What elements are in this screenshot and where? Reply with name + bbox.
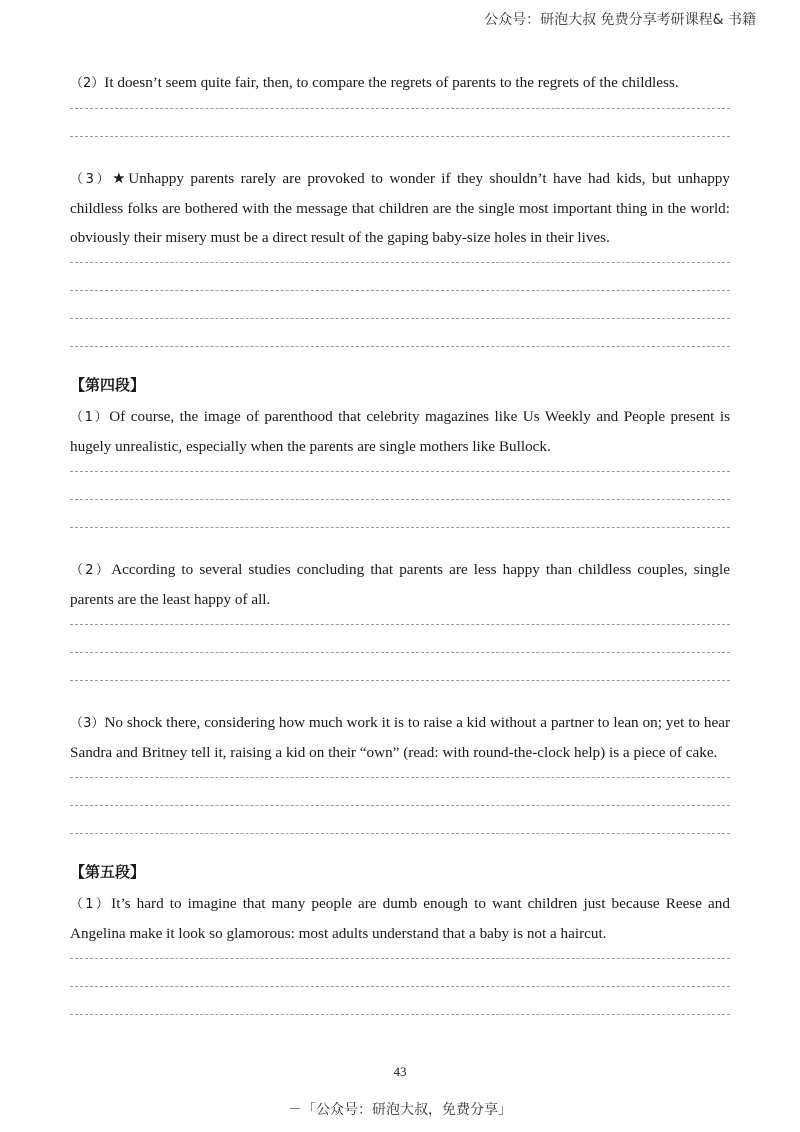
sentence-number: （2） [70,563,112,578]
answer-line[interactable] [70,346,730,347]
answer-line[interactable] [70,652,730,653]
sentence-number: （3） [70,172,113,187]
sentence-number: （1） [70,410,110,425]
answer-lines [70,108,730,137]
page-number: 43 [393,1064,407,1079]
sentence-number: （2） [70,76,105,91]
answer-line[interactable] [70,805,730,806]
sentence-paragraph [70,708,730,767]
answer-lines [70,624,730,681]
answer-line[interactable] [70,777,730,778]
sentence-block [70,708,730,834]
answer-line[interactable] [70,958,730,959]
section-heading: 【第五段】 [70,863,146,881]
sentence-paragraph [70,555,730,614]
sentence-text: According to several studies concluding that parents are less happy than childless couples, single parents are the least happy of all. [70,561,730,608]
sentence-paragraph [70,402,730,461]
sentence-text: ★Unhappy parents rarely are provoked to wonder if they shouldn’t have had kids, but unhappy childless folks are bothered with the message that children are the single most important thing in the world: obviously their misery must be a direct result of the gaping baby-size holes in their lives. [70,170,730,246]
answer-line[interactable] [70,290,730,291]
answer-line[interactable] [70,986,730,987]
answer-lines [70,471,730,528]
answer-line[interactable] [70,499,730,500]
answer-line[interactable] [70,136,730,137]
sentence-block [70,402,730,528]
sentence-paragraph [70,68,730,98]
sentence-paragraph [70,164,730,252]
answer-lines [70,777,730,834]
sentence-text: No shock there, considering how much work it is to raise a kid without a partner to lean on; yet to hear Sandra and Britney tell it, raising a kid on their “own” (read: with round-the-clock help) is a piece of cake. [70,714,730,761]
answer-line[interactable] [70,680,730,681]
answer-line[interactable] [70,833,730,834]
sentence-block [70,68,730,137]
sentence-block [70,889,730,1015]
sentence-text: It’s hard to imagine that many people are dumb enough to want children just because Reese and Angelina make it look so glamorous: most adults understand that a baby is not a haircut. [70,895,730,942]
sentence-text: It doesn’t seem quite fair, then, to compare the regrets of parents to the regrets of the childless. [104,74,679,91]
answer-lines [70,262,730,347]
sentence-paragraph [70,889,730,948]
answer-line[interactable] [70,471,730,472]
header-watermark-note: 公众号：研泡大叔 免费分享考研课程& 书籍 [484,12,756,28]
sentence-block [70,555,730,681]
answer-lines [70,958,730,1015]
answer-line[interactable] [70,108,730,109]
answer-line[interactable] [70,527,730,528]
footer-watermark-note: －「公众号：研泡大叔，免费分享」 [288,1102,512,1118]
sentence-text: Of course, the image of parenthood that celebrity magazines like Us Weekly and People present is hugely unrealistic, especially when the parents are single mothers like Bullock. [70,408,730,455]
answer-line[interactable] [70,1014,730,1015]
answer-line[interactable] [70,624,730,625]
sentence-block [70,164,730,347]
answer-line[interactable] [70,318,730,319]
answer-line[interactable] [70,262,730,263]
sentence-number: （1） [70,897,112,912]
sentence-number: （3） [70,716,105,731]
section-heading: 【第四段】 [70,376,146,394]
worksheet-content [70,68,730,1042]
